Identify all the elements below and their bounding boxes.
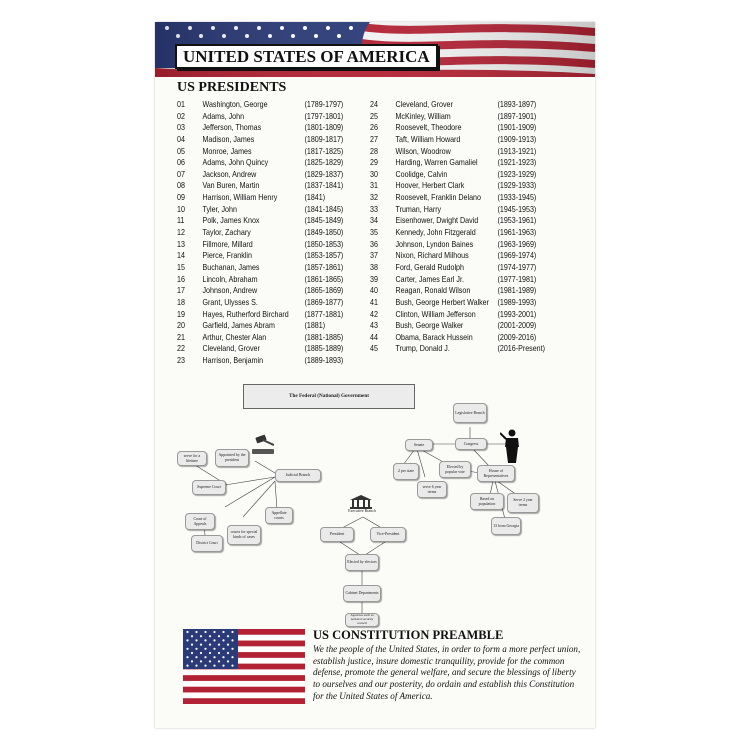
president-term: (1921-1923) xyxy=(497,157,537,168)
president-name: Cleveland, Grover xyxy=(395,99,453,109)
president-row xyxy=(370,157,549,169)
flag-star xyxy=(195,656,197,658)
president-num: 09 xyxy=(177,192,185,203)
president-name: Carter, James Earl Jr. xyxy=(395,273,464,284)
two-year-terms-node: Serve 2 year terms xyxy=(507,493,539,513)
flag-star xyxy=(227,652,229,654)
president-num: 26 xyxy=(370,122,378,133)
president-name: Harding, Warren Gamaliel xyxy=(395,157,478,168)
flag-star xyxy=(200,635,202,637)
president-row xyxy=(177,343,344,355)
president-term: (1881) xyxy=(304,320,326,331)
president-name: Hayes, Rutherford Birchard xyxy=(202,308,289,319)
president-row xyxy=(177,238,344,251)
president-name: Adams, John Quincy xyxy=(202,157,269,168)
senate-node: Senate xyxy=(405,439,433,451)
president-name: Tyler, John xyxy=(202,203,237,214)
president-name: Grant, Ulysses S. xyxy=(202,296,258,307)
flag-star xyxy=(195,631,197,633)
president-term: (1981-1989) xyxy=(497,285,537,296)
president-row xyxy=(370,180,549,192)
president-term: (1901-1909) xyxy=(497,122,537,133)
president-name: McKinley, William xyxy=(395,110,451,121)
president-num: 15 xyxy=(177,261,185,272)
president-num: 08 xyxy=(177,180,185,191)
flag-star xyxy=(231,631,233,633)
president-row xyxy=(370,227,549,239)
preamble-text: We the people of the United States, in order to form a more perfect union, establish justice, insure domestic tranquility, provide for the common defense, promote the general welfare, and secure the blessings of liberty to ourselves and our posterity, do ordain and establish this Constitution for the United States of America. xyxy=(313,644,581,701)
president-row xyxy=(177,331,344,344)
president-term: (1801-1809) xyxy=(304,122,344,133)
president-row xyxy=(370,204,549,216)
president-name: Garfield, James Abram xyxy=(202,320,275,331)
american-flag-icon xyxy=(183,629,305,704)
president-name: Bush, George Herbert Walker xyxy=(395,296,490,307)
flag-star xyxy=(200,660,202,662)
president-num: 29 xyxy=(370,157,378,168)
president-num: 07 xyxy=(177,168,185,179)
elected-popular-vote-node: Elected by popular vote xyxy=(439,461,471,478)
president-row xyxy=(177,168,344,181)
president-num: 04 xyxy=(177,133,185,144)
president-num: 36 xyxy=(370,238,378,249)
flag-star xyxy=(191,635,193,637)
president-node: President xyxy=(320,527,354,542)
per-state-node: 2 per state xyxy=(393,463,419,480)
flag-star xyxy=(227,660,229,662)
flag-star xyxy=(231,656,233,658)
president-name: Jackson, Andrew xyxy=(202,168,257,179)
president-name: Johnson, Lyndon Baines xyxy=(395,238,474,249)
president-term: (1850-1853) xyxy=(304,238,344,249)
congress-node: Congress xyxy=(455,438,487,450)
president-row xyxy=(177,320,330,332)
president-row xyxy=(370,250,549,262)
president-term: (1865-1869) xyxy=(304,285,344,296)
president-term: (1989-1993) xyxy=(497,296,537,307)
flag-star xyxy=(222,648,224,650)
presidents-column-left xyxy=(177,99,357,367)
president-num: 23 xyxy=(177,355,185,366)
president-num: 21 xyxy=(177,331,185,342)
president-num: 44 xyxy=(370,331,378,342)
president-name: Reagan, Ronald Wilson xyxy=(395,285,471,296)
president-name: Wilson, Woodrow xyxy=(395,145,451,156)
president-term: (1953-1961) xyxy=(497,215,537,226)
president-row xyxy=(370,285,549,297)
president-num: 20 xyxy=(177,320,185,331)
flag-star xyxy=(200,644,202,646)
president-num: 18 xyxy=(177,296,185,307)
flag-star xyxy=(191,660,193,662)
flag-banner xyxy=(155,22,595,77)
president-term: (1897-1901) xyxy=(497,110,537,121)
president-num: 10 xyxy=(177,203,185,214)
president-term: (1845-1849) xyxy=(304,215,344,226)
president-name: Ford, Gerald Rudolph xyxy=(395,261,464,272)
government-diagram xyxy=(155,377,595,627)
president-term: (1893-1897) xyxy=(497,99,537,109)
president-row xyxy=(177,285,344,297)
president-term: (1913-1921) xyxy=(497,145,537,156)
president-name: Kennedy, John Fitzgerald xyxy=(395,227,476,238)
president-num: 30 xyxy=(370,168,378,179)
president-name: Lincoln, Abraham xyxy=(202,273,258,284)
agencies-node: Agencies such as national security council xyxy=(345,613,379,627)
president-term: (1837-1841) xyxy=(304,180,344,191)
president-term: (1829-1837) xyxy=(304,168,344,179)
flag-star xyxy=(209,635,211,637)
president-row xyxy=(177,261,344,274)
president-num: 05 xyxy=(177,145,185,156)
president-name: Nixon, Richard Milhous xyxy=(395,250,469,261)
president-num: 25 xyxy=(370,110,378,121)
president-term: (1963-1969) xyxy=(497,238,537,249)
president-num: 24 xyxy=(370,99,378,109)
appellate-courts-node: Appellate courts xyxy=(265,507,293,524)
president-name: Van Buren, Martin xyxy=(202,180,260,191)
president-num: 39 xyxy=(370,273,378,284)
president-term: (1993-2001) xyxy=(497,308,537,319)
flag-star xyxy=(218,652,220,654)
president-num: 16 xyxy=(177,273,185,284)
president-num: 34 xyxy=(370,215,378,226)
speaker-podium-icon xyxy=(500,429,522,463)
elected-by-electors-node: Elected by electors xyxy=(345,554,379,571)
president-row xyxy=(370,297,549,309)
flag-star xyxy=(222,639,224,641)
president-row xyxy=(177,99,344,111)
flag-star xyxy=(186,631,188,633)
president-row xyxy=(177,192,330,204)
president-name: Jefferson, Thomas xyxy=(202,122,262,133)
flag-star xyxy=(186,656,188,658)
court-of-appeals-node: Court of Appeals xyxy=(185,513,215,530)
president-row xyxy=(177,250,344,262)
executive-branch-label: Executive Branch xyxy=(348,509,376,513)
president-name: Fillmore, Millard xyxy=(202,238,253,249)
president-term: (1881-1885) xyxy=(304,331,344,342)
president-row xyxy=(177,273,344,286)
flag-star xyxy=(204,631,206,633)
district-court-node: District Court xyxy=(191,535,223,552)
president-row xyxy=(370,215,549,227)
house-of-representatives-node: House of Representatives xyxy=(477,465,515,482)
president-term: (1977-1981) xyxy=(497,273,537,284)
president-term: (1877-1881) xyxy=(304,308,344,319)
president-term: (1853-1857) xyxy=(304,250,344,261)
federal-government-box: The Federal (National) Government xyxy=(243,384,415,409)
president-name: Taft, William Howard xyxy=(395,133,461,144)
president-name: Arthur, Chester Alan xyxy=(202,331,267,342)
flag-stripe xyxy=(183,681,305,687)
flag-star xyxy=(222,665,224,667)
president-name: Trump, Donald J. xyxy=(395,343,450,354)
president-name: Polk, James Knox xyxy=(202,215,260,226)
flag-star xyxy=(209,644,211,646)
president-row xyxy=(177,145,344,158)
president-term: (1797-1801) xyxy=(304,110,344,121)
president-row xyxy=(370,146,549,158)
president-num: 14 xyxy=(177,250,185,261)
president-term: (1861-1865) xyxy=(304,273,344,284)
flag-star xyxy=(222,631,224,633)
president-row xyxy=(370,122,549,134)
president-row xyxy=(370,111,549,123)
president-name: Taylor, Zachary xyxy=(202,227,251,238)
capitol-building-icon xyxy=(350,495,372,509)
president-name: Roosevelt, Franklin Delano xyxy=(395,192,481,203)
flag-stripe xyxy=(183,692,305,698)
president-num: 06 xyxy=(177,157,185,168)
president-term: (1929-1933) xyxy=(497,180,537,191)
judicial-branch-node: Judicial Branch xyxy=(275,469,321,482)
flag-star xyxy=(204,656,206,658)
president-name: Harrison, Benjamin xyxy=(202,355,264,366)
president-row xyxy=(370,192,549,204)
president-row xyxy=(177,296,344,309)
president-term: (1841-1845) xyxy=(304,203,344,214)
president-term: (1933-1945) xyxy=(497,192,537,203)
president-row xyxy=(370,343,549,355)
president-name: Monroe, James xyxy=(202,145,252,156)
flag-stripe xyxy=(183,687,305,693)
flag-star xyxy=(231,648,233,650)
flag-star xyxy=(218,635,220,637)
president-term: (1825-1829) xyxy=(304,157,344,168)
president-row xyxy=(370,320,549,332)
president-num: 41 xyxy=(370,296,378,307)
poster xyxy=(155,22,595,728)
president-num: 43 xyxy=(370,320,378,331)
flag-star xyxy=(191,644,193,646)
flag-star xyxy=(222,656,224,658)
flag-star xyxy=(213,648,215,650)
vice-president-node: Vice-President xyxy=(370,527,406,542)
president-row xyxy=(177,180,344,192)
president-num: 31 xyxy=(370,180,378,191)
supreme-court-node: Supreme Court xyxy=(192,480,226,495)
president-term: (1849-1850) xyxy=(304,227,344,238)
flag-star xyxy=(195,648,197,650)
flag-star xyxy=(186,648,188,650)
president-term: (1869-1877) xyxy=(304,296,344,307)
president-name: Harrison, William Henry xyxy=(202,192,278,203)
president-num: 19 xyxy=(177,308,185,319)
president-num: 12 xyxy=(177,227,185,238)
president-name: Johnson, Andrew xyxy=(202,285,258,296)
president-row xyxy=(177,157,344,169)
president-num: 13 xyxy=(177,238,185,249)
appointed-president-node: Appointed by the president xyxy=(215,449,249,467)
president-name: Obama, Barack Hussein xyxy=(395,331,473,342)
president-term: (1885-1889) xyxy=(304,343,344,354)
president-term: (1909-1913) xyxy=(497,133,537,144)
president-term: (1974-1977) xyxy=(497,261,537,272)
president-name: Madison, James xyxy=(202,133,255,144)
president-row xyxy=(177,308,344,321)
president-row xyxy=(177,110,344,123)
flag-star xyxy=(218,644,220,646)
president-row xyxy=(370,274,549,286)
president-name: Pierce, Franklin xyxy=(202,250,252,261)
president-name: Hoover, Herbert Clark xyxy=(395,180,465,191)
president-name: Buchanan, James xyxy=(202,261,260,272)
president-row xyxy=(177,133,344,146)
flag-star xyxy=(213,665,215,667)
president-num: 42 xyxy=(370,308,378,319)
president-num: 38 xyxy=(370,261,378,272)
flag-star xyxy=(213,656,215,658)
cabinet-departments-node: Cabinet Departments xyxy=(343,585,381,602)
flag-star xyxy=(204,648,206,650)
president-term: (1809-1817) xyxy=(304,133,344,144)
legislative-branch-node: Legislative Branch xyxy=(453,403,487,423)
president-row xyxy=(177,203,344,216)
president-name: Washington, George xyxy=(202,99,268,109)
flag-stripe xyxy=(183,669,305,675)
flag-star xyxy=(186,665,188,667)
presidents-heading: US PRESIDENTS xyxy=(177,80,287,95)
president-row xyxy=(370,239,549,251)
flag-star xyxy=(231,639,233,641)
president-term: (1889-1893) xyxy=(304,355,344,366)
serve-lifetime-node: serve for a lifetime xyxy=(177,451,207,466)
president-term: (2016-Present) xyxy=(497,343,545,354)
flag-star xyxy=(204,665,206,667)
president-name: Clinton, William Jefferson xyxy=(395,308,476,319)
presidents-column-right xyxy=(370,99,580,355)
flag-stripe xyxy=(183,698,305,704)
president-name: Cleveland, Grover xyxy=(202,343,260,354)
flag-star xyxy=(209,660,211,662)
flag-star xyxy=(195,665,197,667)
president-num: 40 xyxy=(370,285,378,296)
flag-star xyxy=(213,639,215,641)
president-row xyxy=(177,215,344,227)
president-num: 02 xyxy=(177,110,185,121)
president-term: (2009-2016) xyxy=(497,331,537,342)
president-term: (1789-1797) xyxy=(304,99,344,109)
president-term: (1961-1963) xyxy=(497,227,537,238)
flag-star xyxy=(209,652,211,654)
president-row xyxy=(370,134,549,146)
president-name: Coolidge, Calvin xyxy=(395,168,448,179)
president-term: (1841) xyxy=(304,192,326,203)
president-row xyxy=(370,332,549,344)
president-term: (1969-1974) xyxy=(497,250,537,261)
president-num: 28 xyxy=(370,145,378,156)
president-num: 27 xyxy=(370,133,378,144)
banner-title: UNITED STATES OF AMERICA xyxy=(175,44,438,69)
based-on-population-node: Based on population xyxy=(470,493,504,510)
president-name: Eisenhower, Dwight David xyxy=(395,215,479,226)
president-num: 33 xyxy=(370,203,378,214)
president-row xyxy=(177,122,344,134)
president-name: Bush, George Walker xyxy=(395,320,464,331)
president-num: 22 xyxy=(177,343,185,354)
flag-stripe xyxy=(183,675,305,681)
president-term: (2001-2009) xyxy=(497,320,537,331)
flag-star xyxy=(195,639,197,641)
flag-star xyxy=(191,652,193,654)
president-num: 03 xyxy=(177,122,185,133)
president-num: 17 xyxy=(177,285,185,296)
flag-star xyxy=(204,639,206,641)
flag-star xyxy=(227,635,229,637)
special-courts-node: courts for special kinds of cases xyxy=(227,525,261,545)
president-term: (1817-1825) xyxy=(304,145,344,156)
gavel-icon xyxy=(250,434,278,456)
president-name: Adams, John xyxy=(202,110,245,121)
president-row xyxy=(370,99,549,111)
president-row xyxy=(370,169,549,181)
president-num: 11 xyxy=(177,215,185,226)
flag-star xyxy=(186,639,188,641)
flag-star xyxy=(231,665,233,667)
flag-star xyxy=(227,644,229,646)
flag-star xyxy=(218,660,220,662)
president-term: (1857-1861) xyxy=(304,261,344,272)
president-num: 01 xyxy=(177,99,185,109)
president-name: Truman, Harry xyxy=(395,203,442,214)
president-term: (1923-1929) xyxy=(497,168,537,179)
six-year-terms-node: serve 6 year terms xyxy=(417,481,447,498)
president-num: 32 xyxy=(370,192,378,203)
president-row xyxy=(177,355,344,367)
flag-star xyxy=(200,652,202,654)
president-num: 37 xyxy=(370,250,378,261)
president-term: (1945-1953) xyxy=(497,203,537,214)
from-georgia-node: 13 from Georgia xyxy=(491,517,521,535)
president-name: Roosevelt, Theodore xyxy=(395,122,462,133)
president-row xyxy=(370,262,549,274)
president-num: 45 xyxy=(370,343,378,354)
flag-star xyxy=(213,631,215,633)
president-row xyxy=(177,227,344,239)
preamble-title: US CONSTITUTION PREAMBLE xyxy=(313,628,504,642)
president-num: 35 xyxy=(370,227,378,238)
president-row xyxy=(370,309,549,321)
